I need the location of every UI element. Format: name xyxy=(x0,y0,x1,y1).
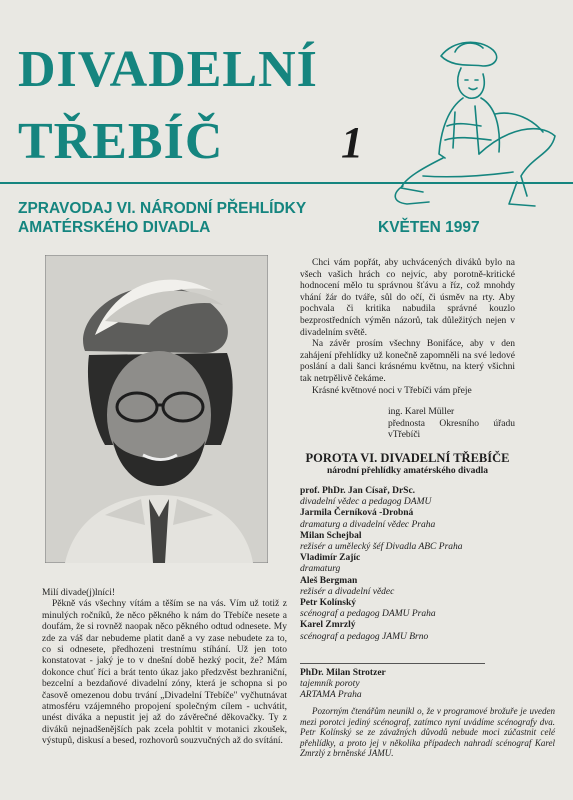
jury-member xyxy=(300,620,515,642)
jury-member-role: dramaturg xyxy=(300,564,341,575)
greeting-paragraph: Krásné květnové noci v Třebíči vám přeje xyxy=(312,385,472,396)
jury-member xyxy=(300,576,515,598)
secretary-role: tajemník poroty xyxy=(300,679,360,690)
jury-divider xyxy=(300,663,485,664)
jury-section xyxy=(300,449,515,643)
jury-member-role: režisér a umělecký šéf Divadla ABC Praha xyxy=(300,542,463,553)
jury-member xyxy=(300,531,515,553)
welcome-body: Pěkně vás všechny vítám a těším se na vás. Vím už totiž z minulých ročníků, že něco pěkného k nám do Třebíče nesete a doufám, že si rovněž naopak něco pěkného odtud odnesete. My zde za váš dar nebudeme platit daně a vy zase nebudete za to, co si odnesete, předhozeni trestnímu stíhání. Už jen toto konstatovat - jaký je to v dnešní době hezký pocit, že? Mám dokonce chuť říci a brát tento úkaz jako předzvěst bezhraniční, bezcelní a bezdaňové divadelní zóny, která je schopna si po časově omezenou dobu trvání „Divadelní Třebíče" vyčhutnávat atmosféru vzájemného propojení společným cílem - uchvátit, unést diváka a nepustit jej až do závěrečné děkovačky. Ty z diváků nejnadšenějších pak zcela pohltit v motanici zkoušek, výstupů, diskusí a besed, rozhovorů souzvučných až do svítání. xyxy=(42,599,287,747)
jury-member-role: scénograf a pedagog JAMU Brno xyxy=(300,631,429,642)
jury-member-name: prof. PhDr. Jan Císař, DrSc. xyxy=(300,486,416,496)
masthead-title-line2: TŘEBÍČ xyxy=(18,113,224,170)
subtitle-line2: AMATÉRSKÉHO DIVADLA xyxy=(18,219,211,236)
masthead-title-line1: DIVADELNÍ xyxy=(18,41,318,98)
issue-number: 1 xyxy=(341,118,363,167)
jury-member xyxy=(300,508,515,530)
jury-member-name: Milan Schejbal xyxy=(300,530,362,541)
greeting-paragraph: Chci vám popřát, aby uchvácených diváků bylo na všech vašich hrách co nejvíc, aby porotně-kritické hodnocení mělo tu správnou šťávu a říz, což mnohdy vhání žár do tváře, sůl do očí, či úsměv na rty. Aby pochvala či kritika nabudila správné kouzlo bezprostředních výměn názorů, tak důležitých nejen v divadelním světě. xyxy=(300,258,515,338)
masthead-illustration xyxy=(383,36,568,216)
welcome-article xyxy=(42,588,287,748)
jury-member-role: scénograf a pedagog DAMU Praha xyxy=(300,609,436,620)
jury-member-role: režisér a divadelní vědec xyxy=(300,586,395,597)
signature-role: přednosta Okresního úřadu vTřebíči xyxy=(388,418,515,441)
portrait-photo xyxy=(45,255,268,563)
jury-member xyxy=(300,598,515,620)
jury-subheading: národní přehlídky amatérského divadla xyxy=(326,466,489,476)
jury-member xyxy=(300,553,515,575)
jury-member-name: Vladimír Zajíc xyxy=(300,553,361,564)
issue-date: KVĚTEN 1997 xyxy=(378,219,480,236)
jury-heading: POROTA VI. DIVADELNÍ TŘEBÍČE xyxy=(305,451,510,465)
jury-member-name: Aleš Bergman xyxy=(300,575,358,586)
greeting-article xyxy=(300,258,515,442)
header-rule xyxy=(0,182,573,184)
secretary-name: PhDr. Milan Strotzer xyxy=(300,668,386,678)
jury-note: Pozorným čtenářům neunikl o, že v programové brožuře je uveden mezi porotci jediný scénograf, zatímco nyní uvádíme scénografy dva. Petr Kolínský se ze závažných důvodů nebude moci zúčastnit celé přehlídky, a proto jej v několika případech nahradí scénograf Karel Zmrzlý z brněnské JAMU. xyxy=(300,706,555,759)
signature-name: ing. Karel Müller xyxy=(388,407,455,418)
jury-member xyxy=(300,486,515,508)
jury-member-name: Jarmila Černíková -Drobná xyxy=(300,508,414,519)
subtitle-line1: ZPRAVODAJ VI. NÁRODNÍ PŘEHLÍDKY xyxy=(18,200,307,217)
greeting-paragraph: Na závěr prosím všechny Bonifáce, aby v den zahájení přehlídky už konečně zapomněli na své ledové poslání a dali šanci krásnému květnu, na který všichni tak netrpělivě čekáme. xyxy=(300,339,515,384)
jury-member-name: Karel Zmrzlý xyxy=(300,620,356,631)
jury-member-name: Petr Kolínský xyxy=(300,598,357,609)
jury-member-role: divadelní vědec a pedagog DAMU xyxy=(300,497,432,508)
welcome-salutation: Milí divade(j)lníci! xyxy=(42,588,116,598)
secretary-organization: ARTAMA Praha xyxy=(300,690,362,701)
jury-secretary xyxy=(300,668,515,702)
jury-member-role: dramaturg a divadelní vědec Praha xyxy=(300,519,436,530)
